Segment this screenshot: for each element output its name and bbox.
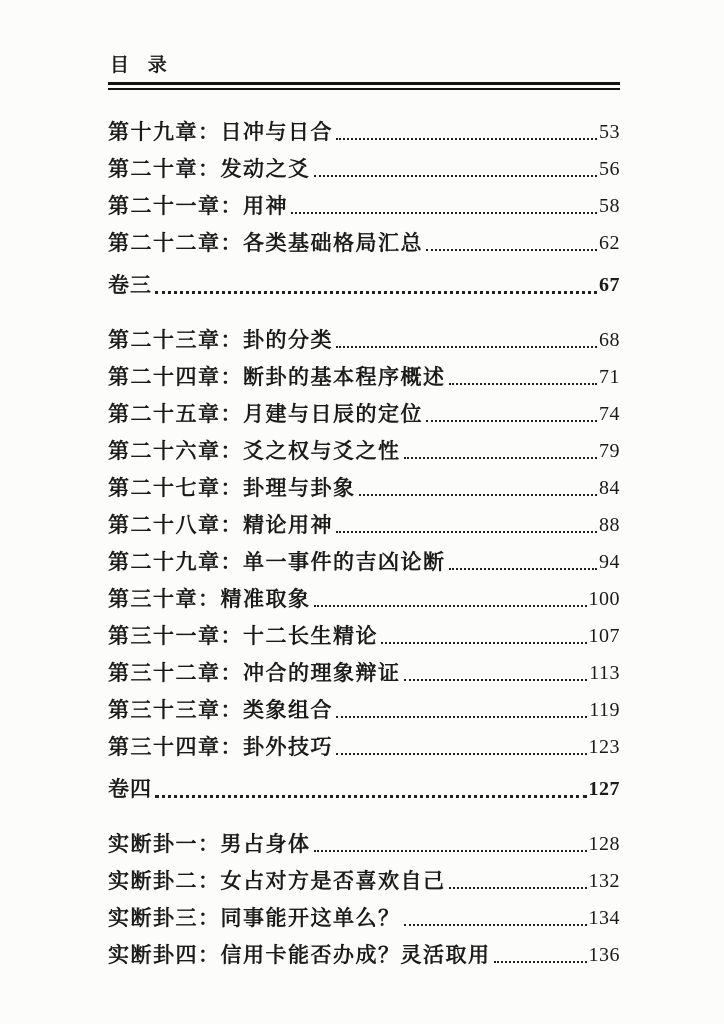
- page-title: 目 录: [110, 55, 174, 76]
- toc-entry-label: 第二十章：发动之爻: [108, 157, 311, 181]
- toc-entry: [108, 699, 620, 722]
- toc-entry: [108, 329, 620, 352]
- toc-entry-page: 58: [599, 195, 620, 217]
- toc-volume-page: 67: [599, 274, 620, 296]
- toc-entry-label: 第三十章：精准取象: [108, 587, 311, 611]
- dot-leader: [359, 494, 598, 496]
- toc-entry-label: 第三十三章：类象组合: [108, 698, 333, 722]
- toc-entry-label: 第三十四章：卦外技巧: [108, 735, 333, 759]
- toc-entry-label: 实断卦二：女占对方是否喜欢自己: [108, 869, 446, 893]
- toc-entry: [108, 907, 620, 930]
- page-header: [108, 54, 620, 90]
- toc-entry: [108, 121, 620, 144]
- toc-volume-label: 卷三: [108, 273, 152, 297]
- toc-volume-page: 127: [588, 778, 620, 800]
- dot-leader: [336, 753, 587, 755]
- dot-leader: [155, 795, 587, 798]
- toc-entry: [108, 736, 620, 759]
- toc-entry: [108, 440, 620, 463]
- toc-entry-label: 第二十九章：单一事件的吉凶论断: [108, 550, 446, 574]
- dot-leader: [336, 716, 587, 718]
- dot-leader: [404, 924, 587, 926]
- header-double-rule: [108, 82, 620, 90]
- toc-entry: [108, 366, 620, 389]
- toc-entry-label: 实断卦四：信用卡能否办成？灵活取用: [108, 943, 491, 967]
- dot-leader: [314, 850, 587, 852]
- toc-entry-page: 53: [599, 121, 620, 143]
- toc-entry-page: 119: [589, 699, 620, 721]
- dot-leader: [336, 346, 597, 348]
- dot-leader: [314, 605, 587, 607]
- dot-leader: [381, 642, 587, 644]
- toc-entry: [108, 403, 620, 426]
- toc-entry-page: 71: [599, 366, 620, 388]
- dot-leader: [449, 568, 598, 570]
- dot-leader: [449, 887, 587, 889]
- toc-entry: [108, 232, 620, 255]
- toc-entry-label: 第三十二章：冲合的理象辩证: [108, 661, 401, 685]
- toc-entry-label: 第二十六章：爻之权与爻之性: [108, 439, 401, 463]
- toc-entry-label: 第二十三章：卦的分类: [108, 328, 333, 352]
- toc-entry-page: 68: [599, 329, 620, 351]
- toc-entry-page: 74: [599, 403, 620, 425]
- toc-entry-page: 94: [599, 551, 620, 573]
- toc-entry: [108, 551, 620, 574]
- toc-entry-label: 实断卦三：同事能开这单么？: [108, 906, 401, 930]
- toc-entry-page: 79: [599, 440, 620, 462]
- dot-leader: [314, 175, 598, 177]
- toc-entry-page: 84: [599, 477, 620, 499]
- toc-entry: [108, 514, 620, 537]
- toc-entry-page: 56: [599, 158, 620, 180]
- toc-entry: [108, 833, 620, 856]
- toc-entry-page: 88: [599, 514, 620, 536]
- toc-entry-page: 136: [588, 944, 620, 966]
- toc-volume-entry: [108, 274, 620, 297]
- toc-entry-label: 第二十八章：精论用神: [108, 513, 333, 537]
- toc-entry-label: 第二十七章：卦理与卦象: [108, 476, 356, 500]
- toc-entry-page: 100: [588, 588, 620, 610]
- toc-entry: [108, 625, 620, 648]
- toc-entry: [108, 477, 620, 500]
- toc-entry: [108, 870, 620, 893]
- toc-entry-label: 第二十二章：各类基础格局汇总: [108, 231, 423, 255]
- toc-volume-entry: [108, 778, 620, 801]
- toc-entry-page: 132: [588, 870, 620, 892]
- dot-leader: [426, 420, 597, 422]
- toc-entry: [108, 944, 620, 967]
- toc-entry: [108, 195, 620, 218]
- toc-entry-page: 113: [589, 662, 620, 684]
- toc-entry-page: 128: [588, 833, 620, 855]
- dot-leader: [336, 138, 597, 140]
- dot-leader: [494, 961, 587, 963]
- dot-leader: [449, 383, 598, 385]
- dot-leader: [404, 457, 598, 459]
- dot-leader: [336, 531, 597, 533]
- toc-entry-label: 第十九章：日冲与日合: [108, 120, 333, 144]
- toc-entry-page: 134: [588, 907, 620, 929]
- toc-entry-label: 第二十四章：断卦的基本程序概述: [108, 365, 446, 389]
- dot-leader: [291, 212, 597, 214]
- toc-entry-page: 62: [599, 232, 620, 254]
- toc-entry-page: 107: [588, 625, 620, 647]
- toc-volume-label: 卷四: [108, 777, 152, 801]
- dot-leader: [155, 291, 597, 294]
- toc-entry-label: 第二十五章：月建与日辰的定位: [108, 402, 423, 426]
- toc-entry-label: 第二十一章：用神: [108, 194, 288, 218]
- toc-entry-page: 123: [588, 736, 620, 758]
- toc-entry-label: 第三十一章：十二长生精论: [108, 624, 378, 648]
- toc-entry: [108, 158, 620, 181]
- dot-leader: [426, 249, 597, 251]
- toc-list: [108, 121, 620, 967]
- toc-entry-label: 实断卦一：男占身体: [108, 832, 311, 856]
- toc-entry: [108, 588, 620, 611]
- toc-entry: [108, 662, 620, 685]
- dot-leader: [404, 679, 588, 681]
